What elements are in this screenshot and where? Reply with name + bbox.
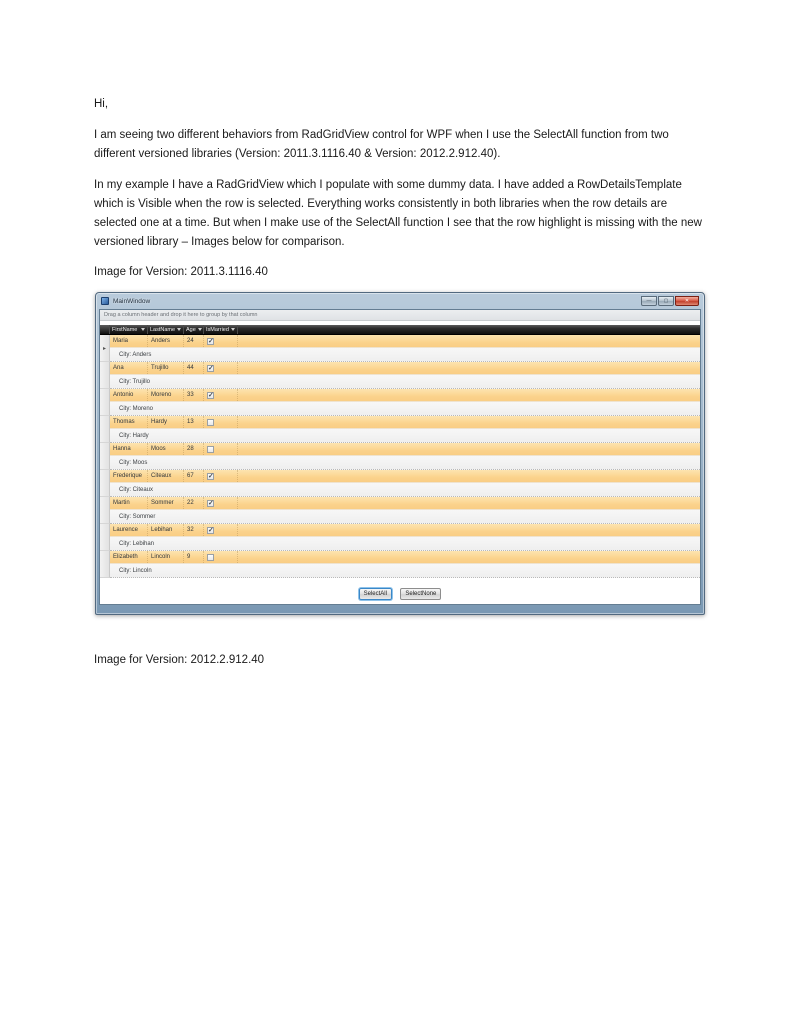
check-icon: ✓ xyxy=(208,391,214,399)
check-icon: ✓ xyxy=(208,337,214,345)
close-button[interactable]: ✕ xyxy=(675,296,699,306)
cell-age: 22 xyxy=(184,497,204,509)
cell-ismarried xyxy=(204,497,238,509)
cell-lastname: Anders xyxy=(148,335,184,347)
cell-age: 13 xyxy=(184,416,204,428)
row-detail-text: City: Moreno xyxy=(119,405,154,412)
paragraph-2: In my example I have a RadGridView which I populate with some dummy data. I have added a RowDetailsTemplate which is Visible when the row is selected. Everything works consistently in both libraries when the row details are selected one at a time. But when I make use of the SelectAll function I see that the row highlight is missing with the new versioned library – Images below for comparison. xyxy=(94,179,702,248)
row-indicator xyxy=(100,470,110,497)
grid-header-row xyxy=(100,325,700,335)
row-detail-text: City: Moos xyxy=(119,459,148,466)
row-detail-text: City: Lebihan xyxy=(119,540,155,547)
current-row-indicator xyxy=(100,335,110,362)
ismarried-checkbox[interactable] xyxy=(207,365,214,372)
image-caption-version-2011: Image for Version: 2011.3.1116.40 xyxy=(94,266,268,278)
table-row[interactable] xyxy=(110,443,700,456)
row-detail-text: City: Sommer xyxy=(119,513,156,520)
row-detail-text: City: Anders xyxy=(119,351,152,358)
ismarried-checkbox[interactable] xyxy=(207,419,214,426)
cell-ismarried xyxy=(204,362,238,374)
column-header-ismarried[interactable]: IsMarried xyxy=(204,325,238,334)
cell-filler xyxy=(238,497,700,509)
row-indicator xyxy=(100,362,110,389)
row-indicator xyxy=(100,524,110,551)
cell-filler xyxy=(238,551,700,563)
cell-firstname: Hanna xyxy=(110,443,148,455)
cell-age: 33 xyxy=(184,389,204,401)
selectall-button[interactable]: SelectAll xyxy=(359,588,392,600)
paragraph-1: I am seeing two different behaviors from RadGridView control for WPF when I use the SelectAll function from two different versioned libraries (Version: 2011.3.1116.40 & Version: 2012.2.912.40). xyxy=(94,129,669,160)
table-row[interactable] xyxy=(110,470,700,483)
button-bar xyxy=(100,578,700,600)
minimize-button[interactable]: — xyxy=(641,296,657,306)
window-content xyxy=(99,309,701,605)
ismarried-checkbox[interactable] xyxy=(207,554,214,561)
cell-ismarried xyxy=(204,470,238,482)
row-group xyxy=(100,389,700,416)
header-filler-cell xyxy=(238,325,700,334)
cell-ismarried xyxy=(204,335,238,347)
row-group xyxy=(100,416,700,443)
cell-ismarried xyxy=(204,524,238,536)
check-icon: ✓ xyxy=(208,364,214,372)
image-caption-version-2012: Image for Version: 2012.2.912.40 xyxy=(94,654,265,666)
selectnone-button[interactable]: SelectNone xyxy=(400,588,441,600)
row-group xyxy=(100,470,700,497)
row-details xyxy=(110,402,700,416)
row-details xyxy=(110,348,700,362)
cell-age: 24 xyxy=(184,335,204,347)
window-icon xyxy=(101,297,109,305)
ismarried-checkbox[interactable] xyxy=(207,446,214,453)
row-group xyxy=(100,524,700,551)
row-indicator xyxy=(100,389,110,416)
filter-icon[interactable] xyxy=(177,328,181,331)
column-header-lastname[interactable]: LastName xyxy=(148,325,184,334)
cell-age: 44 xyxy=(184,362,204,374)
cell-firstname: Antonio xyxy=(110,389,148,401)
check-icon: ✓ xyxy=(208,499,214,507)
cell-ismarried xyxy=(204,551,238,563)
row-detail-text: City: Trujillo xyxy=(119,378,151,385)
cell-ismarried xyxy=(204,416,238,428)
cell-firstname: Thomas xyxy=(110,416,148,428)
cell-firstname: Ana xyxy=(110,362,148,374)
title-bar[interactable] xyxy=(96,293,704,309)
cell-lastname: Lincoln xyxy=(148,551,184,563)
cell-lastname: Lebihan xyxy=(148,524,184,536)
cell-ismarried xyxy=(204,443,238,455)
grid-body xyxy=(100,335,700,578)
row-detail-text: City: Lincoln xyxy=(119,567,152,574)
row-indicator xyxy=(100,551,110,578)
ismarried-checkbox[interactable] xyxy=(207,338,214,345)
row-details xyxy=(110,375,700,389)
cell-lastname: Trujillo xyxy=(148,362,184,374)
cell-filler xyxy=(238,416,700,428)
row-details xyxy=(110,510,700,524)
cell-firstname: Martin xyxy=(110,497,148,509)
window-title: MainWindow xyxy=(113,297,151,305)
maximize-button[interactable]: ▢ xyxy=(658,296,674,306)
row-detail-text: City: Citeaux xyxy=(119,486,154,493)
row-group xyxy=(100,362,700,389)
cell-filler xyxy=(238,362,700,374)
filter-icon[interactable] xyxy=(198,328,202,331)
header-indicator-cell xyxy=(100,325,110,334)
group-panel-hint: Drag a column header and drop it here to group by that column xyxy=(100,310,700,321)
current-row-arrow-icon: ▸ xyxy=(102,345,106,352)
table-row[interactable] xyxy=(110,551,700,564)
row-detail-text: City: Hardy xyxy=(119,432,149,439)
row-indicator xyxy=(100,416,110,443)
cell-lastname: Sommer xyxy=(148,497,184,509)
cell-firstname: Maria xyxy=(110,335,148,347)
greeting-text: Hi, xyxy=(94,98,109,110)
filter-icon[interactable] xyxy=(141,328,145,331)
cell-age: 9 xyxy=(184,551,204,563)
row-details xyxy=(110,456,700,470)
row-details xyxy=(110,537,700,551)
row-details xyxy=(110,483,700,497)
column-header-age[interactable]: Age xyxy=(184,325,204,334)
ismarried-checkbox[interactable] xyxy=(207,500,214,507)
cell-firstname: Laurence xyxy=(110,524,148,536)
row-group xyxy=(100,497,700,524)
row-details xyxy=(110,429,700,443)
cell-filler xyxy=(238,389,700,401)
row-group xyxy=(100,443,700,470)
table-row[interactable] xyxy=(110,362,700,375)
filter-icon[interactable] xyxy=(231,328,235,331)
ismarried-checkbox[interactable] xyxy=(207,527,214,534)
cell-firstname: Frederique xyxy=(110,470,148,482)
ismarried-checkbox[interactable] xyxy=(207,473,214,480)
cell-ismarried xyxy=(204,389,238,401)
cell-lastname: Hardy xyxy=(148,416,184,428)
table-row[interactable] xyxy=(110,335,700,348)
cell-filler xyxy=(238,335,700,347)
check-icon: ✓ xyxy=(208,526,214,534)
cell-lastname: Citeaux xyxy=(148,470,184,482)
window-controls xyxy=(641,296,699,306)
cell-filler xyxy=(238,443,700,455)
column-header-firstname[interactable]: FirstName xyxy=(110,325,148,334)
mainwindow-screenshot xyxy=(95,292,705,615)
table-row[interactable] xyxy=(110,497,700,510)
cell-lastname: Moos xyxy=(148,443,184,455)
table-row[interactable] xyxy=(110,524,700,537)
cell-lastname: Moreno xyxy=(148,389,184,401)
cell-age: 67 xyxy=(184,470,204,482)
table-row[interactable] xyxy=(110,416,700,429)
ismarried-checkbox[interactable] xyxy=(207,392,214,399)
cell-age: 28 xyxy=(184,443,204,455)
cell-firstname: Elizabeth xyxy=(110,551,148,563)
cell-filler xyxy=(238,470,700,482)
table-row[interactable] xyxy=(110,389,700,402)
cell-age: 32 xyxy=(184,524,204,536)
row-group xyxy=(100,551,700,578)
row-group xyxy=(100,335,700,362)
row-indicator xyxy=(100,497,110,524)
row-indicator xyxy=(100,443,110,470)
cell-filler xyxy=(238,524,700,536)
check-icon: ✓ xyxy=(208,472,214,480)
row-details xyxy=(110,564,700,578)
